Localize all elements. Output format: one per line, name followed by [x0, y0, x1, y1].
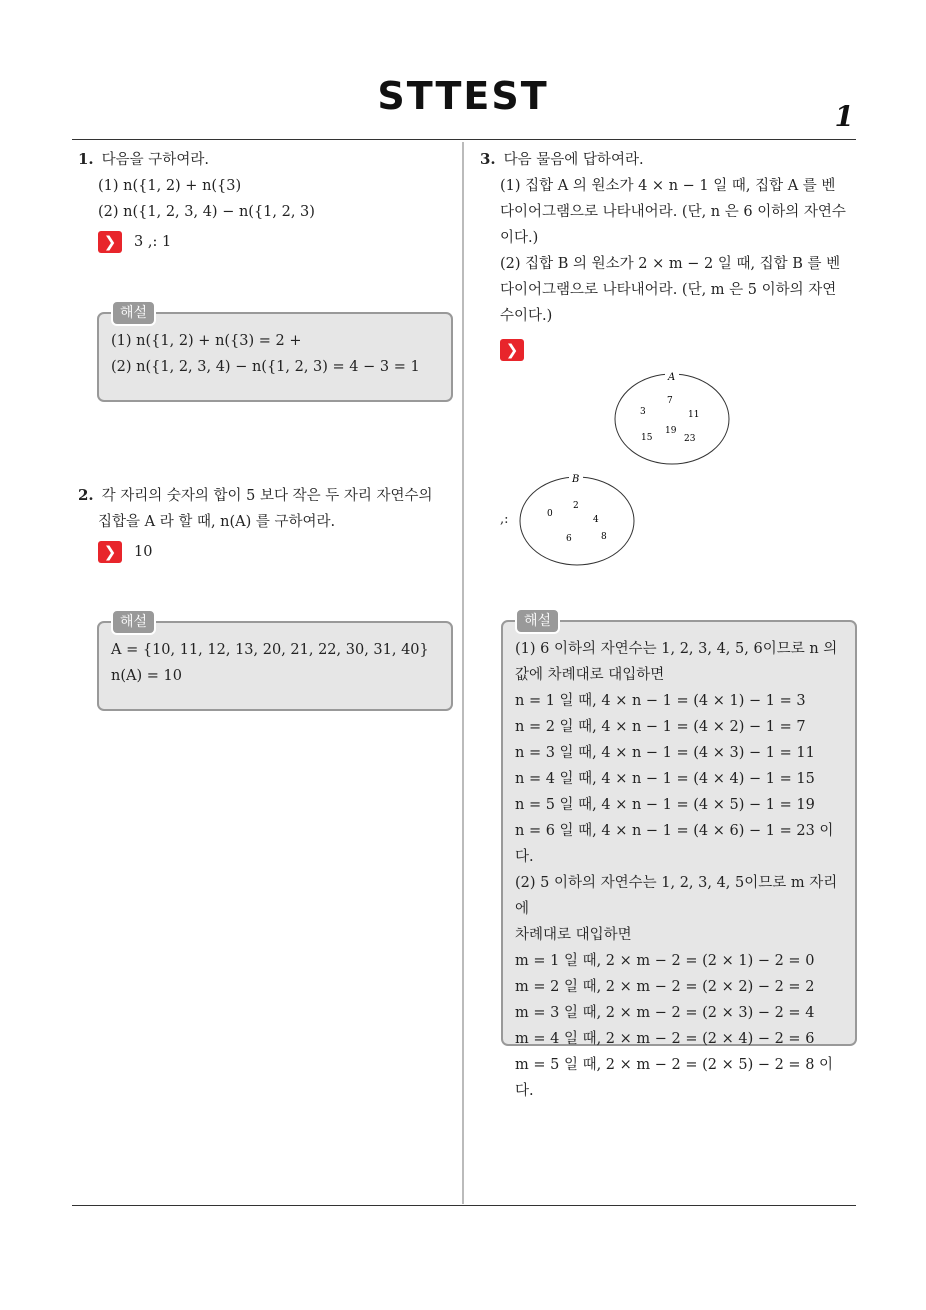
header-rule	[72, 139, 856, 140]
question-3	[480, 146, 862, 361]
venn-element: 11	[688, 410, 700, 420]
solution-line: n = 6 일 때, 4 × n − 1 = (4 × 6) − 1 = 23 이다.	[515, 823, 834, 865]
answer-row	[78, 539, 458, 565]
question-number: 2.	[78, 486, 94, 504]
venn-element: 23	[684, 434, 696, 444]
solution-line: A = {10, 11, 12, 13, 20, 21, 22, 30, 31, 40}	[111, 642, 429, 658]
page-title: STTEST	[377, 74, 549, 118]
solution-line: 값에 차례대로 대입하면	[515, 667, 665, 683]
solution-line: n = 5 일 때, 4 × n − 1 = (4 × 5) − 1 = 19	[515, 797, 815, 813]
solution-label: 해설	[515, 608, 560, 634]
question-2	[78, 482, 458, 565]
solution-line: (1) 6 이하의 자연수는 1, 2, 3, 4, 5, 6이므로 n 의	[515, 641, 838, 657]
question-part-line: (1) 집합 A 의 원소가 4 × n − 1 일 때, 집합 A 를 벤	[500, 178, 836, 194]
question-number: 3.	[480, 150, 496, 168]
solution-box-1	[97, 305, 453, 402]
solution-line: n = 4 일 때, 4 × n − 1 = (4 × 4) − 1 = 15	[515, 771, 815, 787]
question-part-line: (2) 집합 B 의 원소가 2 × m − 2 일 때, 집합 B 를 벤	[500, 256, 841, 272]
answer-text: 10	[134, 544, 153, 560]
venn-element: 7	[667, 396, 673, 406]
solution-line: (1) n({1, 2) + n({3) = 2 +	[111, 333, 302, 349]
question-part-line: 다이어그램으로 나타내어라. (단, m 은 5 이하의 자연	[500, 282, 837, 298]
venn-label: B	[572, 474, 580, 485]
answer-row	[480, 339, 862, 361]
venn-element: 2	[573, 501, 579, 511]
question-prompt: 다음을 구하여라.	[101, 152, 209, 168]
venn-diagram-b	[516, 470, 640, 570]
solution-line: m = 1 일 때, 2 × m − 2 = (2 × 1) − 2 = 0	[515, 953, 815, 969]
question-prompt: 다음 물음에 답하여라.	[503, 152, 644, 168]
question-prompt: 각 자리의 숫자의 합이 5 보다 작은 두 자리 자연수의	[101, 488, 433, 504]
question-number: 1.	[78, 150, 94, 168]
venn-element: 15	[641, 433, 653, 443]
venn-element: 3	[640, 407, 646, 417]
solution-line: m = 3 일 때, 2 × m − 2 = (2 × 3) − 2 = 4	[515, 1005, 815, 1021]
answer-row	[78, 229, 448, 255]
question-part-line: 이다.)	[500, 230, 539, 246]
venn-element: 0	[547, 509, 553, 519]
solution-box-3	[501, 613, 857, 1099]
question-part: (1) n({1, 2) + n({3)	[98, 178, 242, 194]
footer-rule	[72, 1205, 856, 1206]
chevron-right-icon[interactable]: ❯	[500, 339, 524, 361]
solution-box-2	[97, 614, 453, 711]
question-1	[78, 146, 448, 255]
venn-element: 19	[665, 426, 677, 436]
page-number: 1	[834, 100, 854, 133]
question-prompt-cont: 집합을 A 라 할 때, n(A) 를 구하여라.	[98, 514, 336, 530]
solution-line: m = 4 일 때, 2 × m − 2 = (2 × 4) − 2 = 6	[515, 1031, 815, 1047]
solution-line: (2) n({1, 2, 3, 4) − n({1, 2, 3) = 4 − 3 = 1	[111, 359, 420, 375]
venn-element: 8	[601, 532, 607, 542]
venn-b-prefix: ,:	[500, 512, 509, 527]
chevron-right-icon[interactable]: ❯	[98, 231, 122, 253]
answer-text: 3 ,: 1	[134, 234, 172, 250]
venn-element: 4	[593, 515, 599, 525]
solution-label: 해설	[111, 609, 156, 635]
solution-line: n(A) = 10	[111, 668, 182, 684]
column-divider	[462, 142, 464, 1204]
venn-element: 6	[566, 534, 572, 544]
solution-line: n = 1 일 때, 4 × n − 1 = (4 × 1) − 1 = 3	[515, 693, 806, 709]
solution-label: 해설	[111, 300, 156, 326]
solution-line: n = 3 일 때, 4 × n − 1 = (4 × 3) − 1 = 11	[515, 745, 815, 761]
solution-line: m = 2 일 때, 2 × m − 2 = (2 × 2) − 2 = 2	[515, 979, 815, 995]
question-part: (2) n({1, 2, 3, 4) − n({1, 2, 3)	[98, 204, 315, 220]
chevron-right-icon[interactable]: ❯	[98, 541, 122, 563]
venn-label: A	[668, 372, 676, 383]
venn-diagram-a	[610, 368, 734, 468]
solution-line: 차례대로 대입하면	[515, 927, 632, 943]
question-part-line: 수이다.)	[500, 308, 553, 324]
solution-line: m = 5 일 때, 2 × m − 2 = (2 × 5) − 2 = 8 이다.	[515, 1057, 834, 1099]
question-part-line: 다이어그램으로 나타내어라. (단, n 은 6 이하의 자연수	[500, 204, 846, 220]
solution-line: n = 2 일 때, 4 × n − 1 = (4 × 2) − 1 = 7	[515, 719, 806, 735]
solution-line: (2) 5 이하의 자연수는 1, 2, 3, 4, 5이므로 m 자리에	[515, 875, 838, 917]
